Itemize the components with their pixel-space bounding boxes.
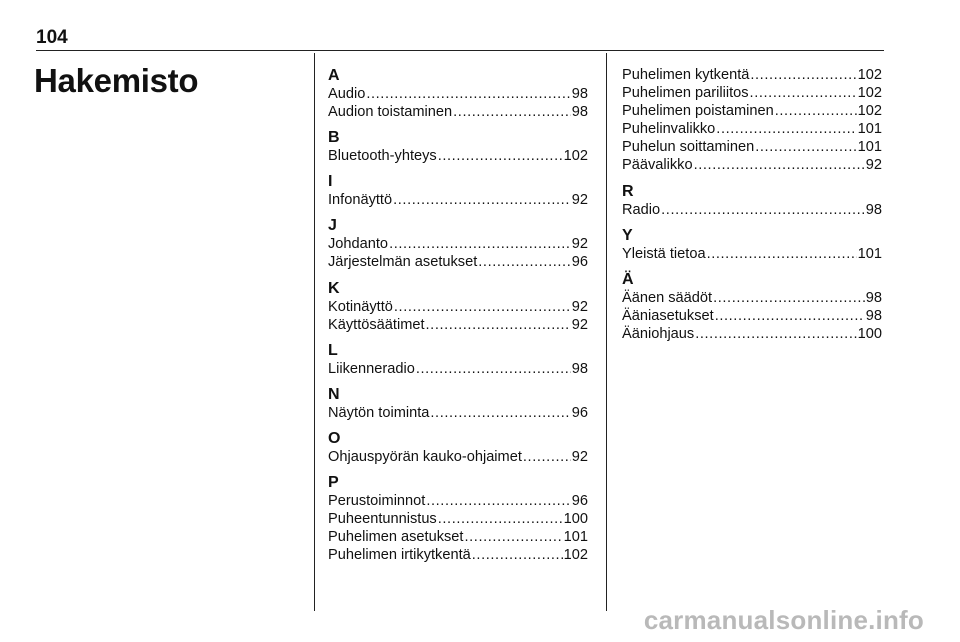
entry-page-number: 92	[571, 448, 588, 465]
index-section	[328, 429, 588, 466]
entry-page-number: 101	[857, 139, 882, 156]
index-entry[interactable]	[622, 102, 882, 120]
dot-leader	[750, 66, 856, 84]
entry-term: Puhelimen irtikytkentä	[328, 547, 471, 564]
entry-page-number: 98	[865, 307, 882, 324]
entry-page-number: 98	[571, 360, 588, 377]
entry-term: Puhelimen kytkentä	[622, 67, 750, 83]
dot-leader	[715, 307, 865, 325]
index-entry[interactable]	[622, 84, 882, 102]
page-number: 104	[36, 27, 68, 48]
entry-page-number: 96	[571, 254, 588, 271]
entry-page-number: 102	[857, 85, 882, 102]
dot-leader	[775, 102, 857, 120]
dot-leader	[430, 404, 570, 422]
dot-leader	[453, 103, 571, 121]
index-entry[interactable]	[328, 316, 588, 334]
section-letter: B	[328, 129, 340, 147]
section-letter: Y	[622, 226, 633, 244]
index-entry[interactable]	[328, 85, 588, 103]
entry-term: Puhelimen pariliitos	[622, 85, 749, 102]
section-letter: A	[328, 67, 340, 84]
section-letter: I	[328, 173, 333, 191]
index-title: Hakemisto	[34, 62, 199, 99]
entry-page-number: 100	[563, 511, 588, 528]
entry-term: Päävalikko	[622, 157, 693, 174]
section-letter: R	[622, 182, 634, 200]
index-section	[622, 182, 882, 219]
dot-leader	[366, 85, 570, 103]
entry-page-number: 92	[865, 157, 882, 174]
dot-leader	[750, 84, 857, 102]
entry-page-number: 98	[571, 86, 588, 102]
entry-page-number: 101	[857, 245, 882, 262]
index-entry[interactable]	[622, 120, 882, 138]
dot-leader	[755, 138, 856, 156]
entry-page-number: 92	[571, 298, 588, 315]
entry-term: Ohjauspyörän kauko-ohjaimet	[328, 448, 522, 465]
dot-leader	[389, 235, 571, 253]
section-letter: J	[328, 217, 337, 235]
index-entry[interactable]	[328, 298, 588, 316]
section-letter: K	[328, 279, 340, 297]
entry-term: Infonäyttö	[328, 192, 393, 209]
entry-page-number: 98	[865, 201, 882, 218]
entry-term: Näytön toiminta	[328, 404, 430, 421]
entry-term: Yleistä tietoa	[622, 245, 706, 262]
index-column-1	[328, 66, 588, 571]
dot-leader	[523, 448, 571, 466]
entry-term: Ääniasetukset	[622, 307, 714, 324]
index-entry[interactable]	[328, 235, 588, 253]
entry-term: Audio	[328, 86, 366, 102]
dot-leader	[394, 298, 571, 316]
index-entry[interactable]	[328, 360, 588, 378]
entry-term: Äänen säädöt	[622, 289, 713, 306]
section-letter: O	[328, 429, 341, 447]
index-entry[interactable]	[328, 546, 588, 564]
index-section	[328, 279, 588, 334]
index-entry[interactable]	[328, 404, 588, 422]
section-letter: N	[328, 385, 340, 403]
entry-page-number: 98	[571, 104, 588, 121]
entry-term: Perustoiminnot	[328, 493, 426, 510]
entry-page-number: 102	[563, 547, 588, 564]
index-entry[interactable]	[622, 307, 882, 325]
entry-page-number: 101	[563, 529, 588, 546]
entry-term: Kotinäyttö	[328, 298, 393, 315]
entry-term: Puhelun soittaminen	[622, 139, 755, 156]
entry-page-number: 92	[571, 316, 588, 333]
dot-leader	[478, 253, 571, 271]
entry-page-number: 102	[857, 67, 882, 83]
index-entry[interactable]	[622, 66, 882, 84]
dot-leader	[661, 201, 865, 219]
index-section	[328, 216, 588, 271]
index-entry[interactable]	[328, 448, 588, 466]
section-letter: Ä	[622, 270, 634, 288]
index-entry[interactable]	[328, 492, 588, 510]
entry-term: Puhelinvalikko	[622, 121, 716, 138]
index-section	[328, 66, 588, 121]
index-entry[interactable]	[622, 201, 882, 219]
column-divider-left	[314, 53, 315, 611]
entry-term: Radio	[622, 201, 661, 218]
column-divider-right	[606, 53, 607, 611]
dot-leader	[416, 360, 571, 378]
index-entry[interactable]	[622, 156, 882, 174]
entry-page-number: 96	[571, 493, 588, 510]
index-section	[328, 341, 588, 378]
entry-term: Puhelimen asetukset	[328, 529, 464, 546]
entry-term: Bluetooth-yhteys	[328, 148, 437, 165]
index-section	[622, 66, 882, 175]
entry-page-number: 92	[571, 192, 588, 209]
index-column-2	[622, 66, 882, 350]
entry-page-number: 100	[857, 325, 882, 342]
dot-leader	[716, 120, 856, 138]
dot-leader	[438, 147, 563, 165]
section-letter: L	[328, 341, 338, 359]
dot-leader	[694, 156, 865, 174]
dot-leader	[393, 191, 571, 209]
entry-page-number: 101	[857, 121, 882, 138]
dot-leader	[472, 546, 563, 564]
entry-term: Ääniohjaus	[622, 325, 695, 342]
index-section	[328, 128, 588, 165]
entry-term: Puheentunnistus	[328, 511, 437, 528]
index-section	[622, 226, 882, 263]
index-section	[328, 385, 588, 422]
index-entry[interactable]	[622, 245, 882, 263]
dot-leader	[707, 245, 857, 263]
section-letter: P	[328, 474, 339, 492]
index-entry[interactable]	[328, 528, 588, 546]
header-rule	[36, 50, 884, 51]
entry-page-number: 92	[571, 236, 588, 253]
dot-leader	[438, 510, 563, 528]
index-entry[interactable]	[328, 253, 588, 271]
dot-leader	[464, 528, 562, 546]
entry-page-number: 102	[563, 148, 588, 165]
entry-term: Käyttösäätimet	[328, 316, 425, 333]
dot-leader	[713, 289, 865, 307]
index-entry[interactable]	[622, 138, 882, 156]
dot-leader	[426, 492, 570, 510]
entry-term: Järjestelmän asetukset	[328, 254, 478, 271]
entry-term: Puhelimen poistaminen	[622, 103, 774, 120]
index-entry[interactable]	[328, 103, 588, 121]
index-entry[interactable]	[622, 325, 882, 343]
index-entry[interactable]	[328, 147, 588, 165]
dot-leader	[426, 316, 571, 334]
watermark: carmanualsonline.info	[643, 605, 924, 635]
index-entry[interactable]	[328, 191, 588, 209]
entry-term: Audion toistaminen	[328, 104, 453, 121]
entry-page-number: 96	[571, 404, 588, 421]
index-entry[interactable]	[328, 510, 588, 528]
entry-term: Liikenneradio	[328, 360, 415, 377]
entry-page-number: 98	[865, 289, 882, 306]
entry-term: Johdanto	[328, 236, 389, 253]
entry-page-number: 102	[857, 103, 882, 120]
index-section	[328, 473, 588, 564]
index-section	[328, 172, 588, 209]
dot-leader	[695, 325, 856, 343]
index-section	[622, 270, 882, 343]
index-entry[interactable]	[622, 289, 882, 307]
